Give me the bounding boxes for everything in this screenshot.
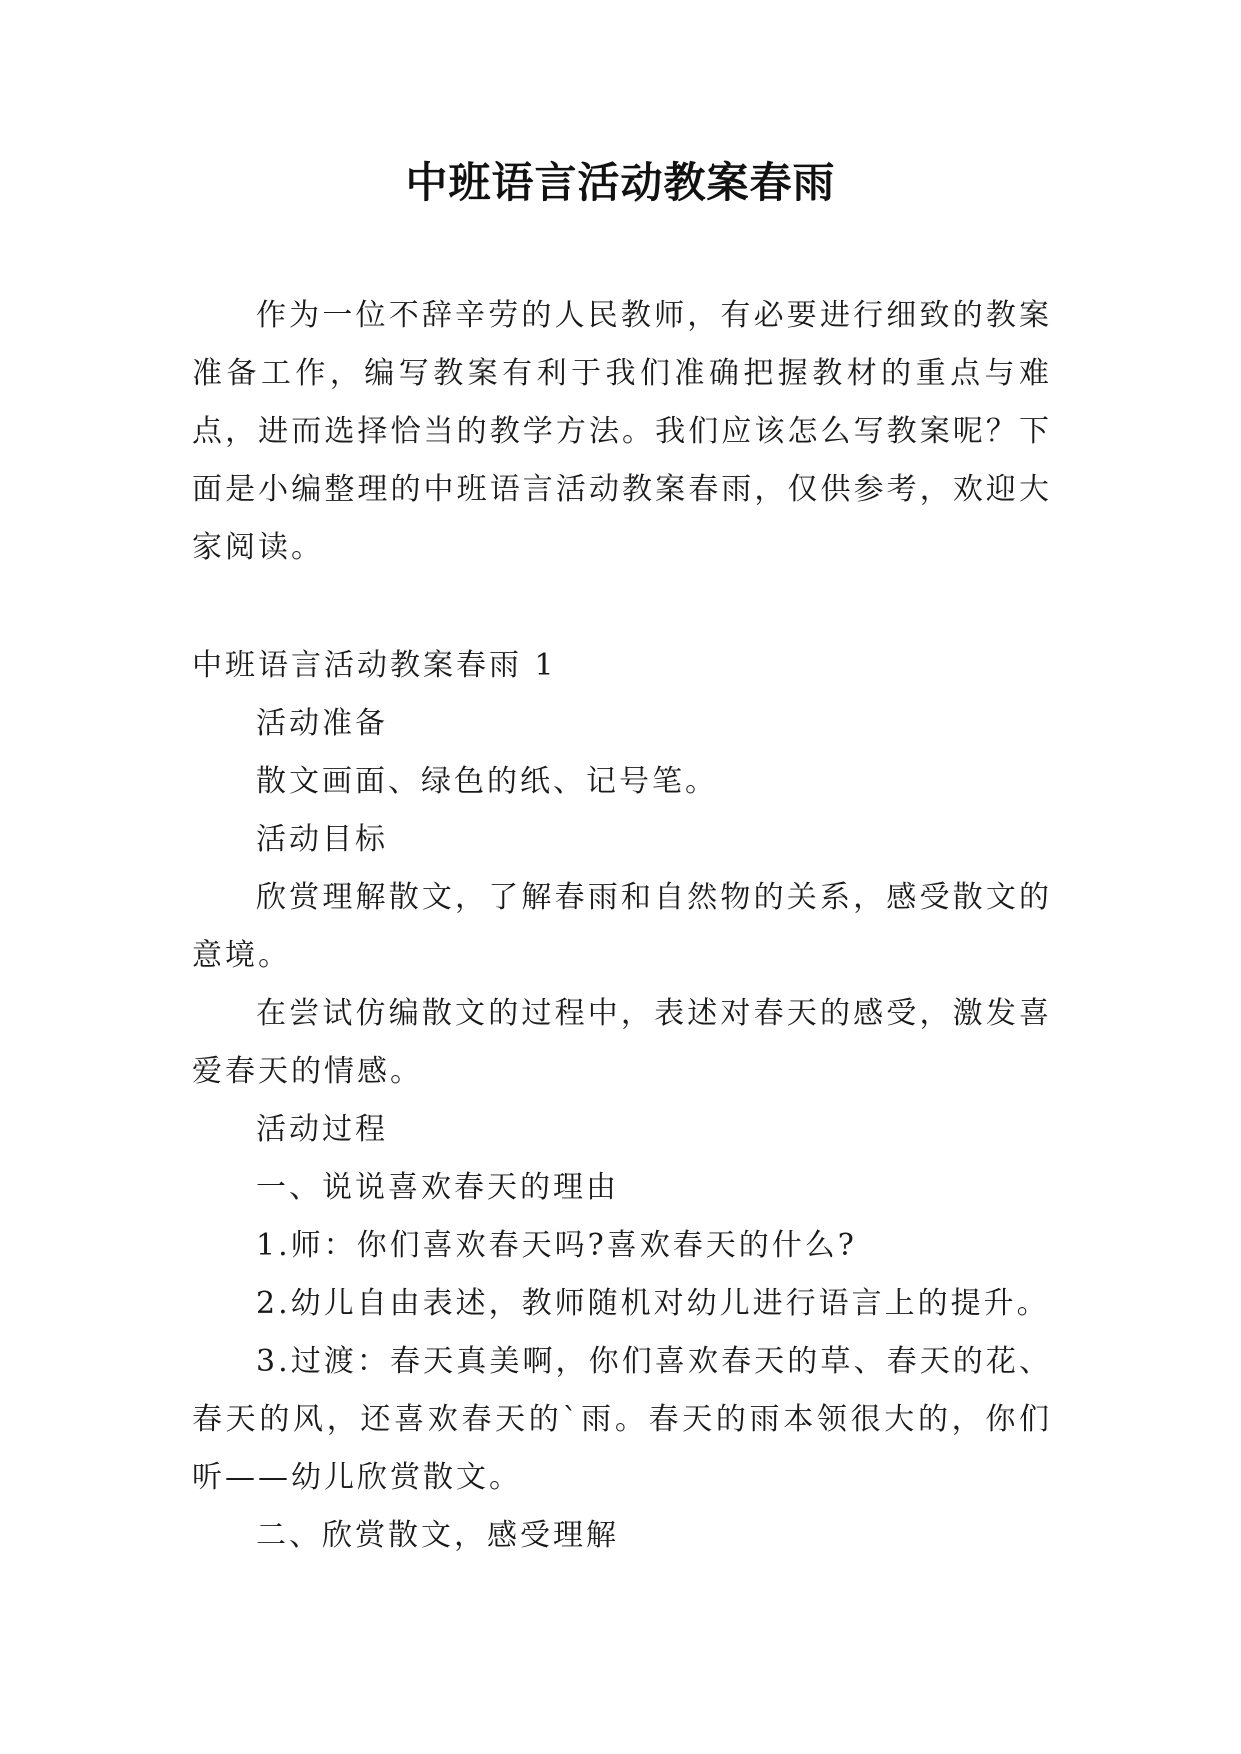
- paragraph: 一、说说喜欢春天的理由: [256, 1170, 619, 1205]
- paragraph: 1.师：你们喜欢春天吗?喜欢春天的什么?: [256, 1228, 857, 1263]
- paragraph: 在尝试仿编散文的过程中，表述对春天的感受，激发喜爱春天的情感。: [192, 996, 1052, 1089]
- intro-paragraph: 作为一位不辞辛劳的人民教师，有必要进行细致的教案准备工作，编写教案有利于我们准确把握教材的重点与难点，进而选择恰当的教学方法。我们应该怎么写教案呢？下面是小编整理的中班语言活动教案春雨，仅供参考，欢迎大家阅读。: [192, 298, 1052, 565]
- paragraph: 散文画面、绿色的纸、记号笔。: [256, 764, 718, 799]
- paragraph: 3.过渡：春天真美啊，你们喜欢春天的草、春天的花、春天的风，还喜欢春天的`雨。春天的雨本领很大的，你们听——幼儿欣赏散文。: [192, 1344, 1052, 1495]
- paragraph: 欣赏理解散文，了解春雨和自然物的关系，感受散文的意境。: [192, 880, 1052, 973]
- paragraph: 2.幼儿自由表述，教师随机对幼儿进行语言上的提升。: [256, 1286, 1050, 1321]
- paragraph: 活动过程: [256, 1112, 388, 1147]
- section-title: 中班语言活动教案春雨 1: [192, 648, 557, 683]
- paragraph: 二、欣赏散文，感受理解: [256, 1518, 619, 1553]
- paragraph: 活动目标: [256, 822, 388, 857]
- paragraph: 活动准备: [256, 706, 388, 741]
- document-title: 中班语言活动教案春雨: [405, 158, 836, 207]
- document-body: [192, 287, 1052, 1565]
